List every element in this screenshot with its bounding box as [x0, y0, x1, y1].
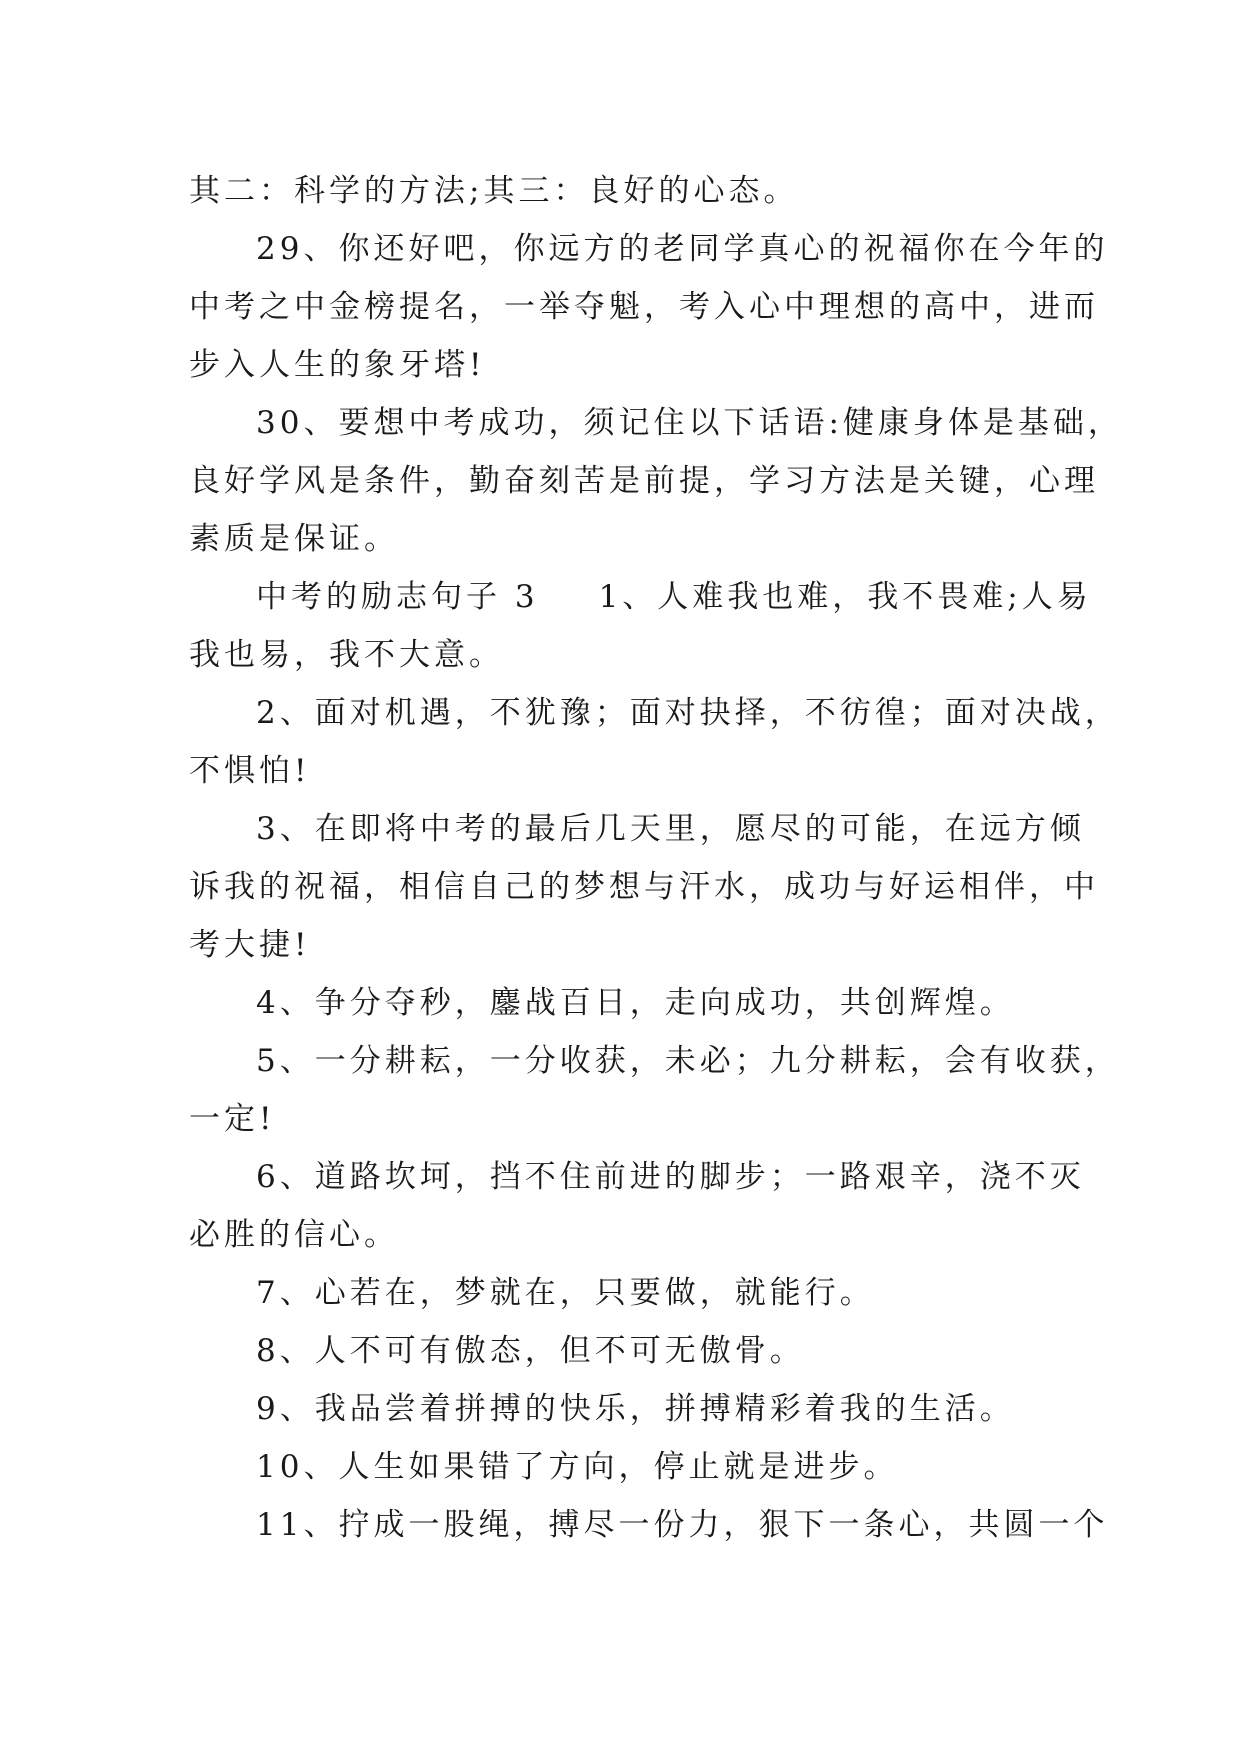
text-line: 10、人生如果错了方向，停止就是进步。 — [256, 1449, 899, 1485]
text-line: 素质是保证。 — [189, 521, 399, 557]
text-line: 9、我品尝着拼搏的快乐，拼搏精彩着我的生活。 — [256, 1391, 1015, 1427]
text-line: 29、你还好吧，你远方的老同学真心的祝福你在今年的 — [256, 231, 1109, 267]
text-line: 8、人不可有傲态，但不可无傲骨。 — [256, 1333, 805, 1369]
text-line: 30、要想中考成功，须记住以下话语:健康身体是基础， — [256, 405, 1123, 441]
text-line: 3、在即将中考的最后几天里，愿尽的可能，在远方倾 — [256, 811, 1085, 847]
text-line: 4、争分夺秒，鏖战百日，走向成功，共创辉煌。 — [256, 985, 1015, 1021]
section-heading: 中考的励志句子 3 — [256, 579, 539, 615]
text-line: 中考之中金榜提名，一举夺魁，考入心中理想的高中，进而 — [189, 289, 1099, 325]
text-line: 我也易，我不大意。 — [189, 637, 504, 673]
text-line: 2、面对机遇，不犹豫；面对抉择，不彷徨；面对决战， — [256, 695, 1120, 731]
text-line: 诉我的祝福，相信自己的梦想与汗水，成功与好运相伴，中 — [189, 869, 1099, 905]
text-line: 一定! — [189, 1101, 276, 1137]
text-fragment: 1、人难我也难，我不畏难;人易 — [598, 579, 1092, 615]
text-line: 考大捷! — [189, 927, 311, 963]
text-line: 6、道路坎坷，挡不住前进的脚步；一路艰辛，浇不灭 — [256, 1159, 1085, 1195]
document-body — [189, 162, 1123, 1554]
text-line: 步入人生的象牙塔! — [189, 347, 486, 383]
text-line: 5、一分耕耘，一分收获，未必；九分耕耘，会有收获， — [256, 1043, 1120, 1079]
text-line: 必胜的信心。 — [189, 1217, 399, 1253]
text-line: 11、拧成一股绳，搏尽一份力，狠下一条心，共圆一个 — [256, 1507, 1109, 1543]
text-line: 良好学风是条件，勤奋刻苦是前提，学习方法是关键，心理 — [189, 463, 1099, 499]
text-line: 其二：科学的方法;其三：良好的心态。 — [189, 173, 799, 209]
text-line: 7、心若在，梦就在，只要做，就能行。 — [256, 1275, 875, 1311]
section-heading-line — [189, 568, 1092, 626]
text-line: 不惧怕! — [189, 753, 311, 789]
